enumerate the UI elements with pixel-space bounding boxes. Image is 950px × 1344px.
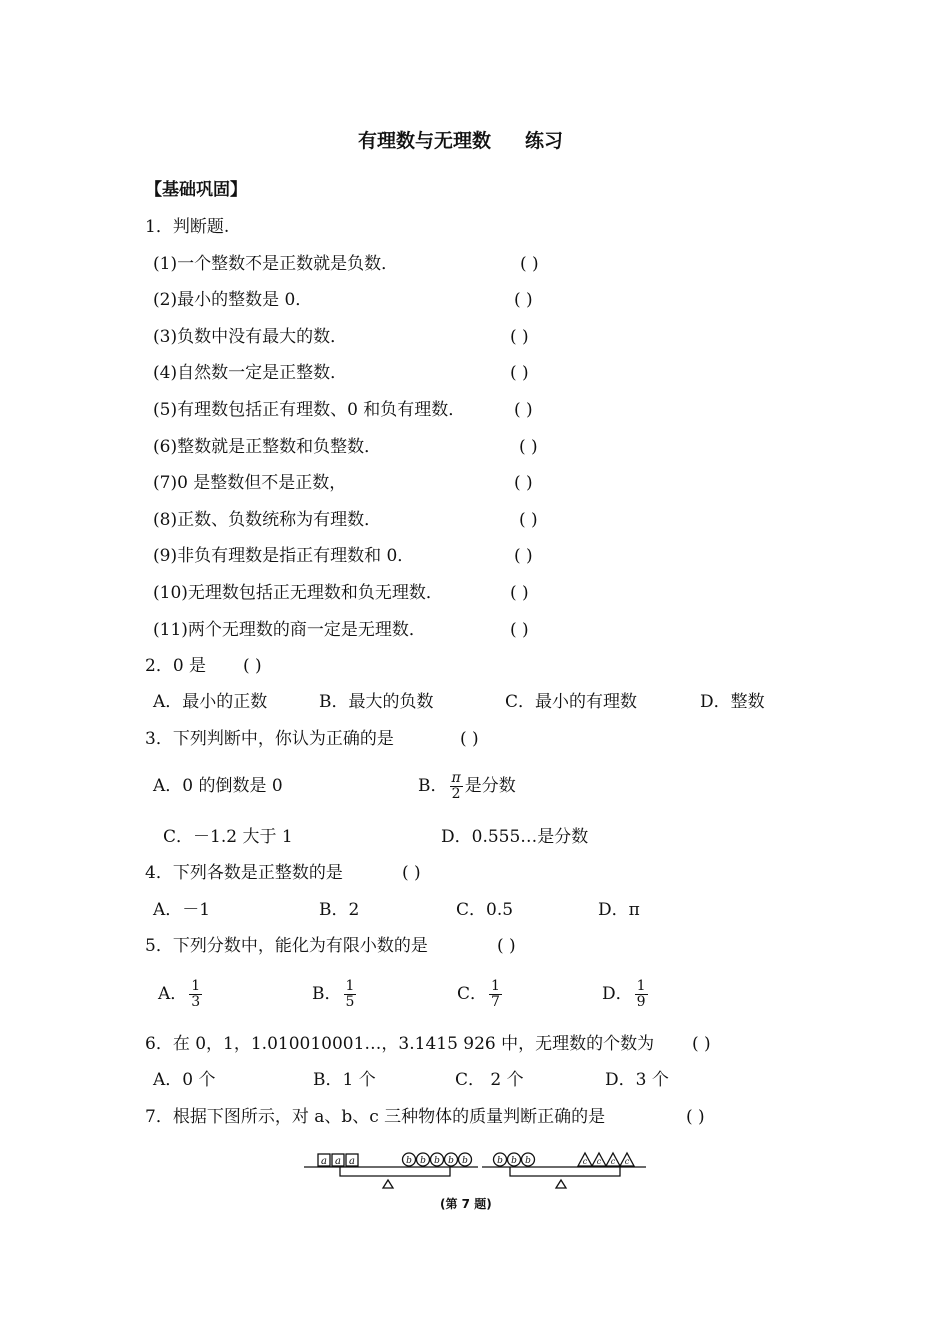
q3-option-a[interactable]: A．0 的倒数是 0 (153, 776, 283, 796)
balance-scales-figure (300, 1145, 650, 1193)
fraction-numerator: 1 (345, 978, 355, 994)
fraction (344, 979, 357, 1010)
q2-option-d[interactable]: D．整数 (700, 692, 765, 712)
q6-stem: 6．在 0，1，1.010010001…，3.1415 926 中，无理数的个数为 (145, 1034, 655, 1054)
fraction-numerator: 1 (491, 978, 500, 994)
fraction (635, 979, 648, 1010)
q6-option-c[interactable]: C． 2 个 (455, 1070, 524, 1090)
q1-stem: 1．判断题. (145, 217, 230, 237)
q6-option-a[interactable]: A．0 个 (153, 1070, 216, 1090)
label-b: b (448, 1156, 454, 1166)
fraction-numerator: 1 (636, 978, 646, 994)
q3-option-d[interactable]: D．0.555…是分数 (441, 827, 589, 847)
title-sub: 练习 (525, 130, 564, 152)
q1-item: (4)自然数一定是正整数． (153, 363, 348, 383)
q3-answer-paren[interactable]: ( ) (460, 729, 479, 749)
q5-option-b[interactable] (312, 975, 358, 1013)
q7-answer-paren[interactable]: ( ) (686, 1107, 705, 1127)
label-b: b (462, 1156, 468, 1166)
q5-stem: 5．下列分数中，能化为有限小数的是 (145, 936, 428, 956)
weight-b (508, 1153, 521, 1166)
q2-option-b[interactable]: B．最大的负数 (319, 692, 434, 712)
right-beam-support (510, 1167, 620, 1176)
q1-item: (8)正数、负数统称为有理数． (153, 510, 382, 530)
q1-item: (1)一个整数不是正数就是负数． (153, 254, 399, 274)
q6-option-d[interactable]: D．3 个 (605, 1070, 669, 1090)
q1-item: (10)无理数包括正无理数和负无理数． (153, 583, 443, 603)
weight-b (403, 1153, 416, 1166)
label-b: b (406, 1156, 412, 1166)
q5-option-c[interactable] (457, 975, 504, 1013)
label-a: a (335, 1156, 341, 1167)
option-label: A． (158, 984, 188, 1004)
q3-option-b[interactable] (418, 767, 516, 805)
q4-option-b[interactable]: B．2 (319, 900, 360, 920)
weight-b (431, 1153, 444, 1166)
q1-item: (7)0 是整数但不是正数， (153, 473, 347, 493)
weight-b (459, 1153, 472, 1166)
weight-a (318, 1154, 330, 1167)
option-label: D． (602, 984, 633, 1004)
label-a: a (349, 1156, 355, 1167)
label-c: c (610, 1157, 616, 1166)
fraction-denominator: 5 (345, 994, 355, 1010)
weight-b (522, 1153, 535, 1166)
q1-answer-paren[interactable]: ( ) (510, 620, 529, 640)
q3-stem: 3．下列判断中，你认为正确的是 (145, 729, 394, 749)
q1-answer-paren[interactable]: ( ) (510, 583, 529, 603)
figure-caption: (第 7 题) (440, 1197, 492, 1211)
fraction-denominator: 7 (491, 994, 500, 1010)
q4-option-a[interactable]: A．－1 (153, 900, 211, 920)
weight-b (494, 1153, 507, 1166)
q3-option-b-suffix: 是分数 (464, 776, 516, 796)
weight-c (578, 1153, 592, 1166)
q1-answer-paren[interactable]: ( ) (519, 437, 538, 457)
weight-b (445, 1153, 458, 1166)
q6-answer-paren[interactable]: ( ) (692, 1034, 711, 1054)
q4-option-d[interactable]: D．π (598, 900, 640, 920)
q2-stem: 2．0 是 (145, 656, 207, 676)
page-title (358, 131, 563, 151)
label-c: c (624, 1157, 630, 1166)
weight-a (332, 1154, 344, 1167)
label-a: a (321, 1156, 327, 1167)
q4-option-c[interactable]: C．0.5 (456, 900, 514, 920)
q5-option-d[interactable] (602, 975, 650, 1013)
section-heading: 【基础巩固】 (145, 180, 247, 200)
q1-item: (5)有理数包括正有理数、0 和负有理数． (153, 400, 466, 420)
weight-a (346, 1154, 358, 1167)
right-fulcrum (556, 1180, 566, 1188)
q1-answer-paren[interactable]: ( ) (514, 290, 533, 310)
q1-item: (9)非负有理数是指正有理数和 0． (153, 546, 415, 566)
q5-option-a[interactable] (158, 975, 204, 1013)
pi-over-2-fraction (450, 771, 463, 802)
q1-answer-paren[interactable]: ( ) (514, 400, 533, 420)
q1-answer-paren[interactable]: ( ) (520, 254, 539, 274)
q2-option-a[interactable]: A．最小的正数 (153, 692, 268, 712)
fraction-denominator: 2 (451, 786, 461, 802)
label-b: b (511, 1156, 517, 1166)
q3-option-b-label: B． (418, 776, 448, 796)
label-b: b (525, 1156, 531, 1166)
fraction-numerator: 1 (191, 978, 201, 994)
label-c: c (596, 1157, 602, 1166)
q1-item: (2)最小的整数是 0． (153, 290, 313, 310)
q1-item: (3)负数中没有最大的数． (153, 327, 348, 347)
q3-option-c[interactable]: C．－1.2 大于 1 (163, 827, 293, 847)
q1-answer-paren[interactable]: ( ) (514, 473, 533, 493)
option-label: B． (312, 984, 342, 1004)
left-balance (304, 1153, 478, 1188)
label-c: c (582, 1157, 588, 1166)
label-b: b (497, 1156, 503, 1166)
q4-stem: 4．下列各数是正整数的是 (145, 863, 343, 883)
q1-answer-paren[interactable]: ( ) (514, 546, 533, 566)
weight-c (592, 1153, 606, 1166)
fraction-numerator: π (451, 770, 461, 786)
q2-answer-paren[interactable]: ( ) (243, 656, 262, 676)
q6-option-b[interactable]: B．1 个 (313, 1070, 376, 1090)
left-fulcrum (383, 1180, 393, 1188)
q1-item: (6)整数就是正整数和负整数． (153, 437, 382, 457)
weight-c (620, 1153, 634, 1166)
fraction-denominator: 3 (191, 994, 201, 1010)
fraction-denominator: 9 (636, 994, 646, 1010)
q7-stem: 7．根据下图所示，对 a、b、c 三种物体的质量判断正确的是 (145, 1107, 606, 1127)
right-balance (482, 1153, 646, 1188)
weight-c (606, 1153, 620, 1166)
fraction (189, 979, 202, 1010)
label-b: b (434, 1156, 440, 1166)
weight-b (417, 1153, 430, 1166)
q5-answer-paren[interactable]: ( ) (497, 936, 516, 956)
q2-option-c[interactable]: C．最小的有理数 (505, 692, 638, 712)
fraction (489, 979, 502, 1010)
q1-answer-paren[interactable]: ( ) (510, 363, 529, 383)
label-b: b (420, 1156, 426, 1166)
left-beam-support (340, 1167, 450, 1176)
option-label: C． (457, 984, 488, 1004)
title-main: 有理数与无理数 (358, 130, 492, 152)
q4-answer-paren[interactable]: ( ) (402, 863, 421, 883)
q1-answer-paren[interactable]: ( ) (510, 327, 529, 347)
q1-answer-paren[interactable]: ( ) (519, 510, 538, 530)
q1-item: (11)两个无理数的商一定是无理数． (153, 620, 426, 640)
